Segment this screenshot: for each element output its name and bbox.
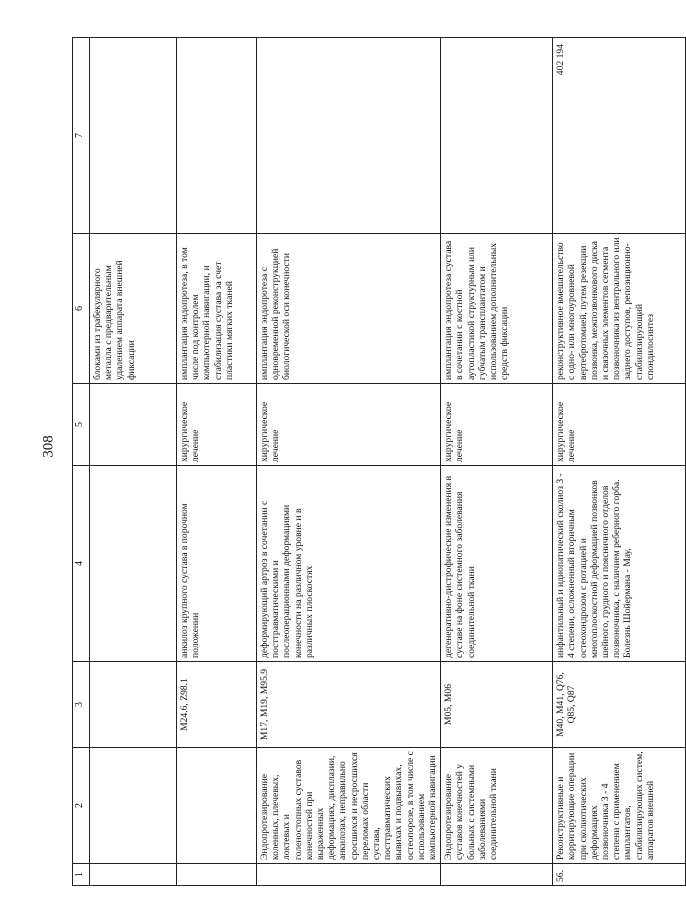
treatment-type [90, 384, 177, 466]
row-number [177, 864, 257, 886]
header-col-4: 4 [73, 466, 90, 662]
service-group: Эндопротезирование суставов конечностей у больных с системными заболеваниями соединительной ткани [441, 748, 553, 864]
header-col-6: 6 [73, 234, 90, 384]
table-row [553, 38, 686, 886]
price [257, 38, 441, 234]
header-col-5: 5 [73, 384, 90, 466]
treatment-method: имплантация эндопротеза сустава в сочетании с костной аутопластикой структурным или губчатым трансплантатом и использованием дополнительных средств фиксации [441, 234, 553, 384]
medical-services-table [72, 37, 686, 886]
treatment-type: хирургическое лечение [177, 384, 257, 466]
row-number: 56. [553, 864, 686, 886]
page-number: 308 [40, 435, 57, 458]
header-col-1: 1 [73, 864, 90, 886]
treatment-method: имплантация эндопротеза с одновременной реконструкцией биологической оси конечности [257, 234, 441, 384]
icd-codes: M24.6, Z98.1 [177, 662, 257, 748]
icd-codes: M40, M41, Q76, Q85, Q87 [553, 662, 686, 748]
rotated-page [72, 38, 656, 886]
row-number [441, 864, 553, 886]
price: 402 194 [553, 38, 686, 234]
table-row [90, 38, 177, 886]
header-col-2: 2 [73, 748, 90, 864]
row-number [257, 864, 441, 886]
service-group: Эндопротезирование коленных, плечевых, локтевых и голеностопных суставов конечностей при выраженных деформациях, дисплазии, анкилозах, неправильно сросшихся и несросшихся переломах области сустава, посттравматических вывихах и подвывихах, остеопорозе, в том числе с использованием компьютерной навигации [257, 748, 441, 864]
header-col-7: 7 [73, 38, 90, 234]
treatment-type: хирургическое лечение [553, 384, 686, 466]
patient-model: анкилоз крупного сустава в порочном положении [177, 466, 257, 662]
treatment-method: имплантация эндопротеза, в том числе под контролем компьютерной навигации, и стабилизация сустава за счет пластики мягких тканей [177, 234, 257, 384]
patient-model [90, 466, 177, 662]
table-header-row [73, 38, 90, 886]
table-row [441, 38, 553, 886]
price [90, 38, 177, 234]
service-group: Реконструктивные и корригирующие операции при сколиотических деформациях позвоночника 3 - 4 степени с применением имплантатов, стабилизирующих систем, аппаратов внешней [553, 748, 686, 864]
service-group [90, 748, 177, 864]
icd-codes: M05, M06 [441, 662, 553, 748]
service-group [177, 748, 257, 864]
header-col-3: 3 [73, 662, 90, 748]
patient-model: инфантильный и идиопатический сколиоз 3 - 4 степени, осложненный вторичным остеохондрозом с ротацией и многоплоскостной деформацией позвонков шейного, грудного и поясничного отделов позвоночника, с наличием реберного горба. Болезнь Шойермана - Мау, [553, 466, 686, 662]
patient-model: деформирующий артроз в сочетании с посттравматическими и послеоперационными деформациями конечности на различном уровне и в различных плоскостях [257, 466, 441, 662]
table-container [72, 38, 656, 886]
icd-codes [90, 662, 177, 748]
treatment-type: хирургическое лечение [257, 384, 441, 466]
price [177, 38, 257, 234]
table-row [257, 38, 441, 886]
price [441, 38, 553, 234]
patient-model: дегенеративно-дистрофические изменения в суставе на фоне системного заболевания соединительной ткани [441, 466, 553, 662]
table-row [177, 38, 257, 886]
row-number [90, 864, 177, 886]
treatment-method: реконструктивное вмешательство с одно- или многоуровневой вертебротомией, путем резекции позвонка, межпозвонкового диска и связочных элементов сегмента позвоночника из вентрального или заднего доступов, репозиционно-стабилизирующий спондилосинтез [553, 234, 686, 384]
icd-codes: M17, M19, M95.9 [257, 662, 441, 748]
treatment-type: хирургическое лечение [441, 384, 553, 466]
treatment-method: блоками из трабекулярного металла с предварительным удалением аппарата внешней фиксации [90, 234, 177, 384]
